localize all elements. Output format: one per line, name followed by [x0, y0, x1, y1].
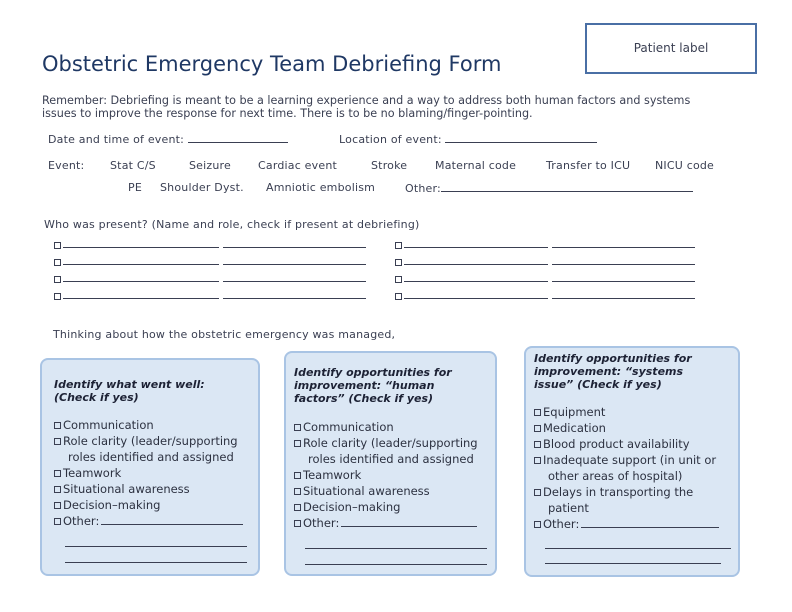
checkbox[interactable]	[54, 438, 61, 445]
other-line[interactable]	[341, 517, 477, 527]
checkbox[interactable]	[534, 441, 541, 448]
attendee-row[interactable]	[395, 287, 695, 304]
event-stat-cs[interactable]: Stat C/S	[110, 159, 156, 172]
event-transfer-icu[interactable]: Transfer to ICU	[546, 159, 631, 172]
checkbox[interactable]	[534, 521, 541, 528]
checkbox[interactable]	[534, 489, 541, 496]
item-label: Situational awareness	[303, 484, 430, 498]
role-line[interactable]	[223, 254, 366, 265]
name-line[interactable]	[63, 254, 219, 265]
checklist-item[interactable]	[534, 436, 740, 452]
human-factors-box	[284, 351, 497, 576]
event-amniotic[interactable]: Amniotic embolism	[266, 181, 376, 194]
blank-line[interactable]	[65, 561, 247, 563]
item-label: Medication	[543, 421, 606, 435]
item-label: Equipment	[543, 405, 606, 419]
location-field[interactable]	[339, 132, 597, 146]
checkbox[interactable]	[534, 425, 541, 432]
name-line[interactable]	[63, 288, 219, 299]
item-continuation: roles identified and assigned	[68, 450, 234, 464]
checkbox[interactable]	[534, 457, 541, 464]
checkbox[interactable]	[395, 293, 402, 300]
went-well-heading: Identify what went well: (Check if yes)	[54, 378, 205, 404]
checkbox[interactable]	[54, 259, 61, 266]
checklist-item[interactable]	[294, 467, 499, 483]
item-label: Delays in transporting the	[543, 485, 694, 499]
checklist-item[interactable]	[534, 404, 740, 420]
checkbox[interactable]	[54, 293, 61, 300]
checkbox[interactable]	[294, 520, 301, 527]
who-present-label: Who was present? (Name and role, check if present at debriefing)	[44, 218, 420, 231]
item-label: Role clarity (leader/supporting	[63, 434, 238, 448]
attendee-row[interactable]	[54, 287, 366, 304]
item-label: Other:	[543, 517, 580, 531]
blank-line[interactable]	[305, 547, 487, 549]
checklist-item[interactable]	[534, 420, 740, 436]
role-line[interactable]	[223, 237, 366, 248]
item-label: Inadequate support (in unit or	[543, 453, 717, 467]
checklist-item[interactable]	[54, 417, 259, 433]
item-continuation: roles identified and assigned	[308, 452, 474, 466]
systems-issue-list	[534, 404, 740, 532]
blank-line[interactable]	[545, 547, 731, 549]
human-factors-list	[294, 419, 499, 531]
systems-issue-box	[524, 346, 740, 577]
attendee-row[interactable]	[395, 270, 695, 287]
checklist-item[interactable]	[54, 465, 259, 481]
other-line[interactable]	[581, 518, 719, 528]
item-label: Other:	[63, 514, 100, 528]
name-line[interactable]	[404, 254, 548, 265]
systems-issue-heading: Identify opportunities for improvement: “systems issue” (Check if yes)	[534, 352, 692, 391]
attendee-row[interactable]	[395, 253, 695, 270]
event-other-line[interactable]	[441, 181, 693, 192]
location-label: Location of event:	[339, 133, 442, 146]
checkbox[interactable]	[294, 440, 301, 447]
name-line[interactable]	[404, 237, 548, 248]
location-line[interactable]	[445, 132, 597, 143]
event-other[interactable]	[405, 181, 693, 195]
checklist-item[interactable]	[54, 481, 259, 497]
checkbox[interactable]	[54, 518, 61, 525]
checklist-item[interactable]	[534, 452, 740, 468]
event-shoulder-dyst[interactable]: Shoulder Dyst.	[160, 181, 244, 194]
event-nicu-code[interactable]: NICU code	[655, 159, 715, 172]
name-line[interactable]	[404, 288, 548, 299]
checkbox[interactable]	[54, 502, 61, 509]
checkbox[interactable]	[395, 276, 402, 283]
checkbox[interactable]	[54, 242, 61, 249]
checkbox[interactable]	[294, 504, 301, 511]
attendee-column-right	[395, 236, 695, 304]
event-label: Event:	[48, 159, 85, 172]
attendee-row[interactable]	[54, 270, 366, 287]
item-continuation: other areas of hospital)	[548, 469, 683, 483]
attendee-row[interactable]	[54, 236, 366, 253]
role-line[interactable]	[552, 254, 695, 265]
went-well-list	[54, 417, 259, 529]
item-continuation: patient	[548, 501, 589, 515]
patient-label-text: Patient label	[633, 41, 709, 55]
page-title: Obstetric Emergency Team Debriefing Form	[42, 52, 502, 76]
role-line[interactable]	[552, 237, 695, 248]
blank-line[interactable]	[65, 545, 247, 547]
event-stroke[interactable]: Stroke	[371, 159, 408, 172]
item-label: Decision–making	[303, 500, 401, 514]
checkbox[interactable]	[54, 276, 61, 283]
other-line[interactable]	[101, 515, 243, 525]
blank-line[interactable]	[305, 563, 487, 565]
checkbox[interactable]	[54, 422, 61, 429]
item-label: Other:	[303, 516, 340, 530]
event-cardiac[interactable]: Cardiac event	[258, 159, 338, 172]
role-line[interactable]	[552, 271, 695, 282]
item-label: Situational awareness	[63, 482, 190, 496]
thinking-text: Thinking about how the obstetric emergency was managed,	[53, 328, 396, 341]
name-line[interactable]	[63, 271, 219, 282]
checkbox[interactable]	[294, 472, 301, 479]
item-label: Decision–making	[63, 498, 161, 512]
checkbox[interactable]	[395, 259, 402, 266]
blank-line[interactable]	[545, 562, 721, 564]
checklist-item[interactable]	[294, 515, 499, 531]
date-line[interactable]	[188, 132, 288, 143]
role-line[interactable]	[223, 271, 366, 282]
name-line[interactable]	[63, 237, 219, 248]
item-label: Blood product availability	[543, 437, 690, 451]
checklist-item[interactable]	[534, 516, 740, 532]
checkbox[interactable]	[294, 424, 301, 431]
checkbox[interactable]	[54, 486, 61, 493]
checklist-item[interactable]	[54, 433, 259, 449]
checkbox[interactable]	[294, 488, 301, 495]
checkbox[interactable]	[54, 470, 61, 477]
name-line[interactable]	[404, 271, 548, 282]
role-line[interactable]	[223, 288, 366, 299]
event-pe[interactable]: PE	[128, 181, 142, 194]
event-maternal-code[interactable]: Maternal code	[435, 159, 517, 172]
event-seizure[interactable]: Seizure	[189, 159, 232, 172]
item-label: Communication	[63, 418, 154, 432]
item-label: Role clarity (leader/supporting	[303, 436, 478, 450]
checklist-item[interactable]	[294, 499, 499, 515]
checklist-item[interactable]	[294, 435, 499, 451]
checklist-item[interactable]	[54, 513, 259, 529]
went-well-box	[40, 358, 260, 576]
checklist-item[interactable]	[294, 483, 499, 499]
patient-label-box	[585, 23, 757, 74]
checklist-item[interactable]	[294, 419, 499, 435]
checkbox[interactable]	[395, 242, 402, 249]
role-line[interactable]	[552, 288, 695, 299]
item-label: Teamwork	[303, 468, 362, 482]
checklist-item[interactable]	[54, 497, 259, 513]
item-label: Teamwork	[63, 466, 122, 480]
checkbox[interactable]	[534, 409, 541, 416]
reminder-text: Remember: Debriefing is meant to be a learning experience and a way to address both human factors and systems issues to improve the response for next time. There is to be no blaming/finger-pointing.	[42, 94, 691, 120]
attendee-column-left	[54, 236, 366, 304]
date-label: Date and time of event:	[48, 133, 185, 146]
attendee-row[interactable]	[54, 253, 366, 270]
human-factors-heading: Identify opportunities for improvement: “human factors” (Check if yes)	[294, 366, 452, 405]
attendee-row[interactable]	[395, 236, 695, 253]
item-label: Communication	[303, 420, 394, 434]
checklist-item[interactable]	[534, 484, 740, 500]
event-other-label: Other:	[405, 182, 441, 195]
date-field[interactable]	[48, 132, 288, 146]
